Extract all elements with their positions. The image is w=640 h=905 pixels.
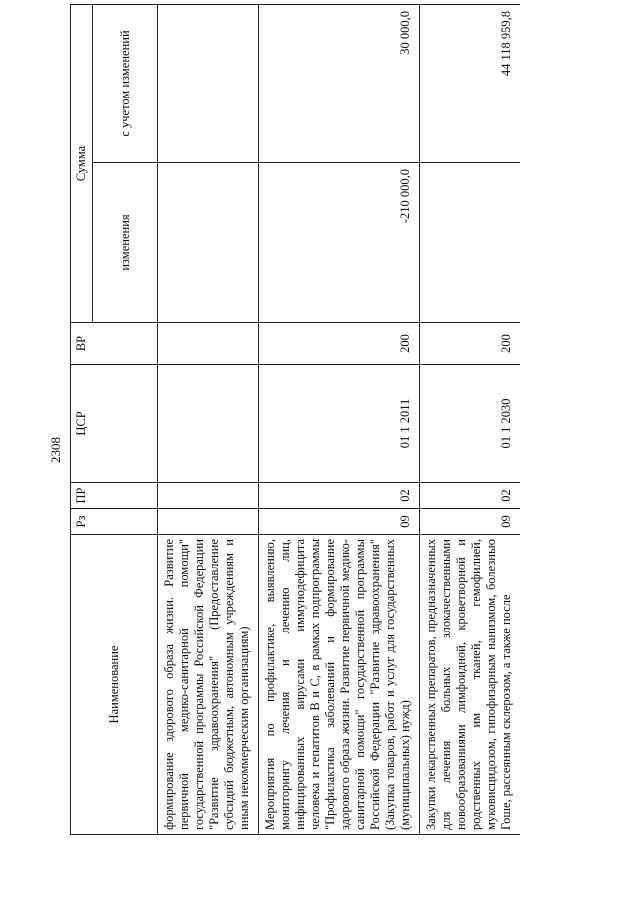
row-with-change: 44 118 959,8 <box>420 5 521 163</box>
row-vr <box>158 323 259 365</box>
header-change: изменения <box>93 163 158 323</box>
row-csr: 01 1 2011 <box>259 365 420 483</box>
row-pr <box>158 483 259 509</box>
row-csr: 01 1 2030 <box>420 365 521 483</box>
header-with-change: с учетом изменений <box>93 5 158 163</box>
header-name: Наименование <box>71 535 158 835</box>
table-row <box>158 5 259 835</box>
row-with-change: 30 000,0 <box>259 5 420 163</box>
row-change: -210 000,0 <box>259 163 420 323</box>
row-rz <box>158 509 259 535</box>
row-pr: 02 <box>259 483 420 509</box>
page-number: 2308 <box>48 437 63 463</box>
row-vr: 200 <box>259 323 420 365</box>
rotated-table-container <box>70 5 640 835</box>
header-rz: Рз <box>71 509 158 535</box>
header-vr: ВР <box>71 323 158 365</box>
header-pr: ПР <box>71 483 158 509</box>
table-row <box>259 5 420 835</box>
row-rz: 09 <box>259 509 420 535</box>
row-rz: 09 <box>420 509 521 535</box>
header-sum: Сумма <box>71 5 93 323</box>
row-change <box>158 163 259 323</box>
row-name: Закупки лекарственных препаратов, предназначенных для лечения больных злокачественными новообразованиями лимфоидной, кроветворной и родственных им тканей, гемофилией, муковисцидозом, гипофизарным нанизмом, болезнью Гоше, рассеянным склерозом, а также после <box>420 535 521 835</box>
row-name: формирование здорового образа жизни. Развитие первичной медико-санитарной помощи" государственной программы Российской Федерации "Развитие здравоохранения" (Предоставление субсидий бюджетным, автономным учреждениям и иным некоммерческим организациям) <box>158 535 259 835</box>
row-pr: 02 <box>420 483 521 509</box>
row-csr <box>158 365 259 483</box>
header-csr: ЦСР <box>71 365 158 483</box>
row-name: Мероприятия по профилактике, выявлению, мониторингу лечения и лечению лиц, инфицированных вирусами иммунодефицита человека и гепатитов B и C, в рамках подпрограммы "Профилактика заболеваний и формирование здорового образа жизни. Развитие первичной медико-санитарной помощи" государственной программы Российской Федерации "Развитие здравоохранения" (Закупка товаров, работ и услуг для государственных (муниципальных) нужд) <box>259 535 420 835</box>
table-row <box>420 5 521 835</box>
row-change <box>420 163 521 323</box>
row-with-change <box>158 5 259 163</box>
budget-table <box>70 4 520 835</box>
row-vr: 200 <box>420 323 521 365</box>
